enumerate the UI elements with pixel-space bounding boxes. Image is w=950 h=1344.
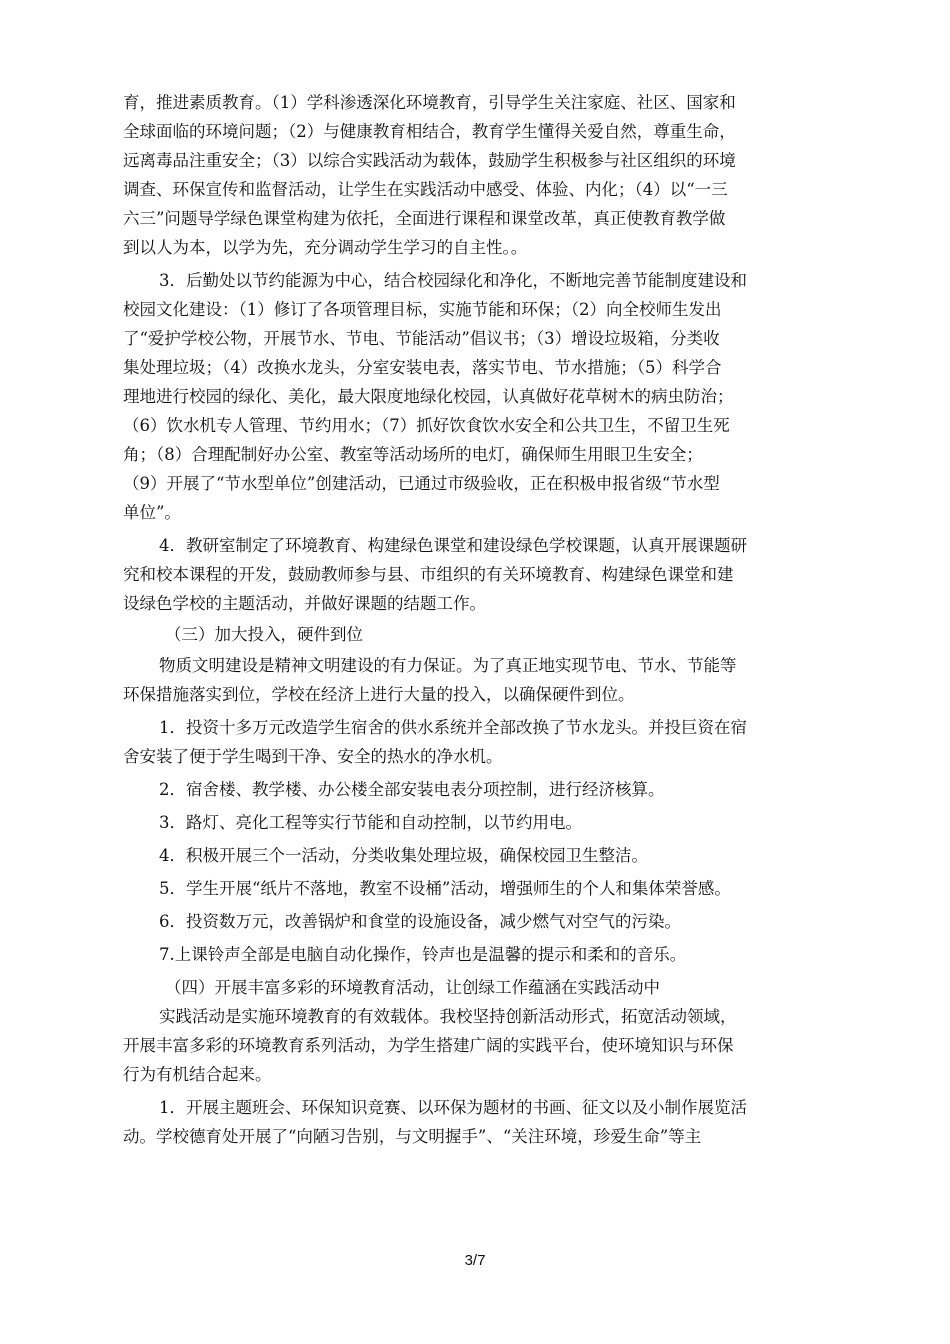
text-line: 2．宿舍楼、教学楼、办公楼全部安装电表分项控制，进行经济核算。 bbox=[159, 780, 665, 799]
text-line: 7.上课铃声全部是电脑自动化操作，铃声也是温馨的提示和柔和的音乐。 bbox=[159, 945, 687, 964]
paragraph bbox=[123, 651, 848, 709]
text-line: 究和校本课程的开发，鼓励教师参与县、市组织的有关环境教育、构建绿色课堂和建 bbox=[123, 565, 734, 584]
text-line: 3．路灯、亮化工程等实行节能和自动控制，以节约用电。 bbox=[159, 813, 582, 832]
text-line: 6．投资数万元，改善锅炉和食堂的设施设备，减少燃气对空气的污染。 bbox=[159, 912, 681, 931]
text-line: 4．积极开展三个一活动，分类收集处理垃圾，确保校园卫生整洁。 bbox=[159, 846, 648, 865]
text-line: 集处理垃圾；（4）改换水龙头，分室安装电表，落实节电、节水措施；（5）科学合 bbox=[123, 358, 722, 377]
section-heading bbox=[123, 620, 848, 649]
page-number: 3/7 bbox=[464, 1252, 486, 1269]
heading-line: （三）加大投入，硬件到位 bbox=[165, 625, 363, 644]
text-line: 4．教研室制定了环境教育、构建绿色课堂和建设绿色学校课题，认真开展课题研 bbox=[159, 536, 747, 555]
paragraph bbox=[123, 841, 848, 870]
text-line: 育，推进素质教育。（1）学科渗透深化环境教育，引导学生关注家庭、社区、国家和 bbox=[123, 93, 736, 112]
paragraph bbox=[123, 808, 848, 837]
text-line: 实践活动是实施环境教育的有效载体。我校坚持创新活动形式，拓宽活动领域， bbox=[159, 1007, 737, 1026]
text-line: 理地进行校园的绿化、美化，最大限度地绿化校园，认真做好花草树木的病虫防治； bbox=[123, 387, 734, 406]
heading-line: （四）开展丰富多彩的环境教育活动，让创绿工作蕴涵在实践活动中 bbox=[165, 978, 660, 997]
paragraph bbox=[123, 874, 848, 903]
text-line: 校园文化建设：（1）修订了各项管理目标，实施节能和环保；（2）向全校师生发出 bbox=[123, 300, 722, 319]
paragraph bbox=[123, 775, 848, 804]
text-line: 行为有机结合起来。 bbox=[123, 1065, 272, 1084]
text-line: （9）开展了“节水型单位”创建活动，已通过市级验收，正在积极申报省级“节水型 bbox=[123, 474, 720, 493]
text-line: 六三”问题导学绿色课堂构建为依托，全面进行课程和课堂改革，真正使教育教学做 bbox=[123, 209, 726, 228]
text-line: 1．投资十多万元改造学生宿舍的供水系统并全部改换了节水龙头。并投巨资在宿 bbox=[159, 718, 747, 737]
paragraph bbox=[123, 88, 848, 262]
document-body bbox=[123, 88, 848, 1151]
paragraph bbox=[123, 907, 848, 936]
paragraph bbox=[123, 266, 848, 527]
text-line: 了“爱护学校公物，开展节水、节电、节能活动”倡议书；（3）增设垃圾箱，分类收 bbox=[123, 329, 720, 348]
text-line: 远离毒品注重安全；（3）以综合实践活动为载体，鼓励学生积极参与社区组织的环境 bbox=[123, 151, 736, 170]
text-line: 单位”。 bbox=[123, 503, 181, 522]
text-line: 3．后勤处以节约能源为中心，结合校园绿化和净化，不断地完善节能制度建设和 bbox=[159, 271, 747, 290]
text-line: 到以人为本，以学为先，充分调动学生学习的自主性。。 bbox=[123, 238, 528, 257]
paragraph bbox=[123, 940, 848, 969]
paragraph bbox=[123, 1093, 848, 1151]
text-line: 物质文明建设是精神文明建设的有力保证。为了真正地实现节电、节水、节能等 bbox=[159, 656, 737, 675]
text-line: （6）饮水机专人管理、节约用水；（7）抓好饮食饮水安全和公共卫生，不留卫生死 bbox=[123, 416, 730, 435]
text-line: 1．开展主题班会、环保知识竞赛、以环保为题材的书画、征文以及小制作展览活 bbox=[159, 1098, 747, 1117]
paragraph bbox=[123, 1002, 848, 1089]
paragraph bbox=[123, 713, 848, 771]
text-line: 设绿色学校的主题活动，并做好课题的结题工作。 bbox=[123, 594, 486, 613]
text-line: 开展丰富多彩的环境教育系列活动，为学生搭建广阔的实践平台，使环境知识与环保 bbox=[123, 1036, 734, 1055]
paragraph bbox=[123, 531, 848, 618]
text-line: 全球面临的环境问题；（2）与健康教育相结合，教育学生懂得关爱自然，尊重生命， bbox=[123, 122, 736, 141]
text-line: 调查、环保宣传和监督活动，让学生在实践活动中感受、体验、内化；（4）以“一三 bbox=[123, 180, 728, 199]
section-heading bbox=[123, 973, 848, 1002]
text-line: 环保措施落实到位，学校在经济上进行大量的投入，以确保硬件到位。 bbox=[123, 685, 635, 704]
text-line: 动。学校德育处开展了“向陋习告别，与文明握手”、“关注环境，珍爱生命”等主 bbox=[123, 1127, 702, 1146]
text-line: 舍安装了便于学生喝到干净、安全的热水的净水机。 bbox=[123, 747, 503, 766]
text-line: 角；（8）合理配制好办公室、教室等活动场所的电灯，确保师生用眼卫生安全； bbox=[123, 445, 703, 464]
text-line: 5．学生开展“纸片不落地，教室不设桶”活动，增强师生的个人和集体荣誉感。 bbox=[159, 879, 731, 898]
